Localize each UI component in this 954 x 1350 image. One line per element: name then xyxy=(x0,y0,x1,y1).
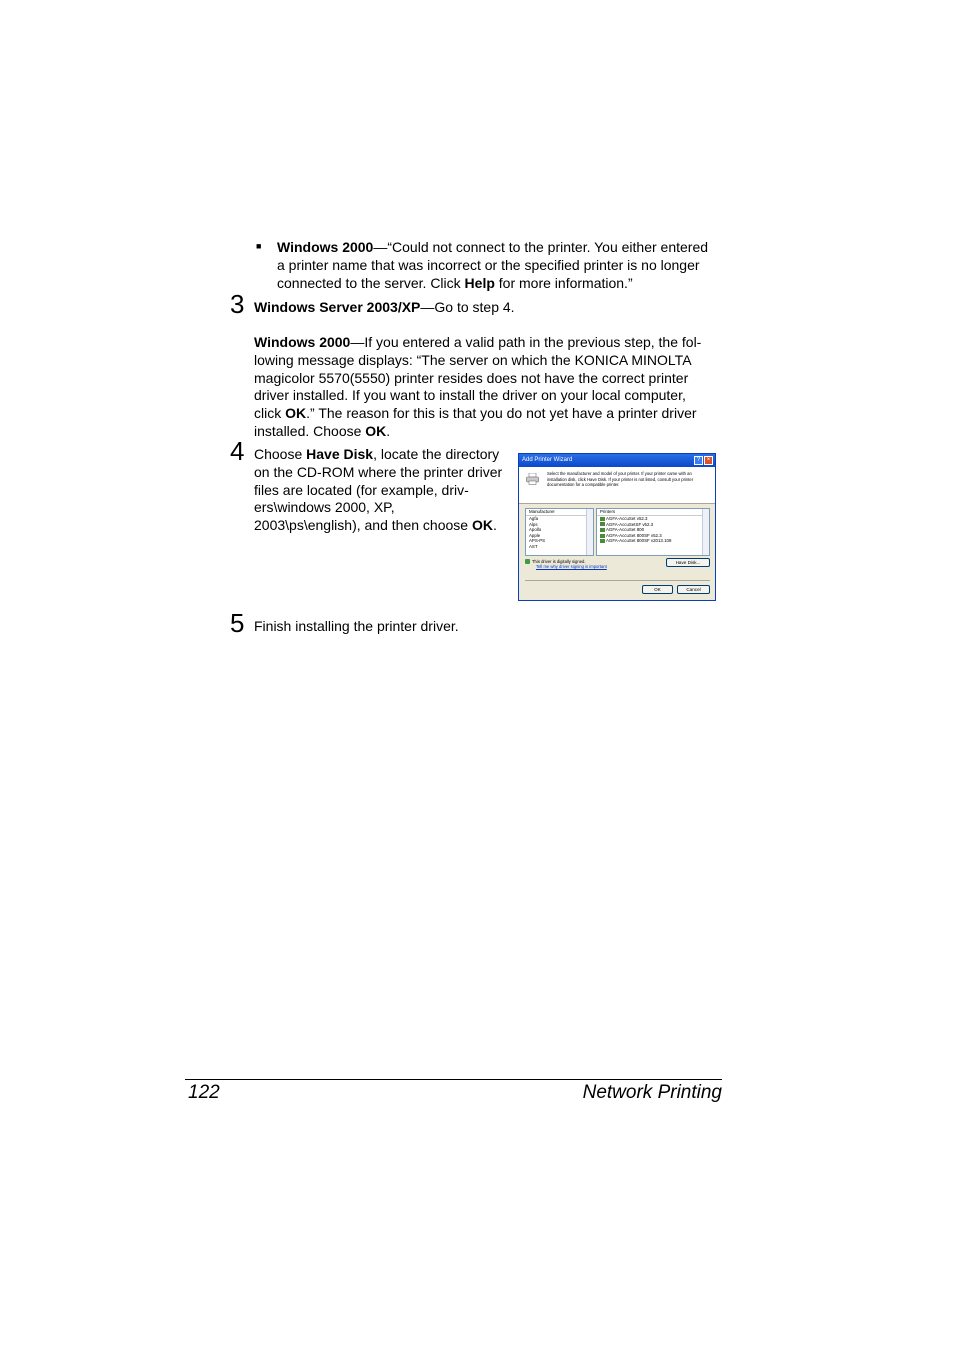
list-item[interactable]: AST xyxy=(529,543,538,549)
dialog-message: Select the manufacturer and model of your printer. If your printer came with an installation disk, click Have Disk. If your printer is not listed, consult your printer documentation for a compatible printer. xyxy=(547,471,694,488)
printers-header: Printers xyxy=(597,509,709,516)
help-icon[interactable]: ? xyxy=(694,456,703,465)
divider xyxy=(525,580,710,581)
dialog-title-bar xyxy=(519,454,715,467)
cancel-button[interactable]: Cancel xyxy=(677,585,710,594)
section-title: Network Printing xyxy=(582,1082,722,1103)
list-item[interactable]: Agfa xyxy=(529,516,539,521)
dialog-header xyxy=(519,467,715,504)
step-4-number: 4 xyxy=(230,436,245,466)
printer-icon xyxy=(600,528,605,532)
signed-check-icon xyxy=(525,559,530,564)
step-3-number: 3 xyxy=(230,289,245,319)
list-item[interactable]: AGFA-AccuSet v52.3 xyxy=(597,516,709,522)
step-5-number: 5 xyxy=(230,608,245,638)
printer-icon xyxy=(600,517,605,521)
ok-button[interactable]: OK xyxy=(642,585,673,594)
step-4-paragraph: Choose Have Disk, locate the directory on the CD-ROM where the printer driver files are located (for example, driv- ers\windows 2000, XP, 2003\ps\english), and then choose OK. xyxy=(254,446,503,534)
page-number: 122 xyxy=(188,1082,220,1103)
list-item[interactable]: AGFA-AccuSetSF v52.3 xyxy=(597,522,709,528)
manufacturer-list[interactable] xyxy=(525,508,594,556)
step-5-text: Finish installing the printer driver. xyxy=(254,618,459,634)
list-item[interactable]: APS-PS xyxy=(529,538,546,544)
driver-signed-notice: This driver is digitally signed. Tell me why driver signing is important xyxy=(525,559,607,570)
list-item[interactable]: Alps xyxy=(529,521,538,527)
printer-icon xyxy=(600,534,605,538)
bullet-paragraph: Windows 2000—“Could not connect to the printer. You either entered a printer name that was incorrect or the specified printer is no longer connected to the server. Click Help for more information.” xyxy=(277,239,709,291)
list-item[interactable]: Apple xyxy=(529,532,541,538)
list-item[interactable]: AGFA-AccuSet 800 xyxy=(597,527,709,533)
step-3-heading: Windows Server 2003/XP—Go to step 4. xyxy=(254,299,515,315)
printer-icon xyxy=(600,539,605,543)
list-item[interactable]: Apollo xyxy=(529,527,542,533)
bullet-marker: ■ xyxy=(256,241,262,251)
manufacturer-header: Manufacturer xyxy=(526,509,593,516)
step-3-paragraph: Windows 2000—If you entered a valid path in the previous step, the fol- lowing message displays: “The server on which the KONICA MINOLTA magicolor 5570(5550) printer resides does not have the correct printer driver installed. If you want to install the driver on your local computer, click OK.” The reason for this is that you do not yet have a printer driver installed. Choose OK. xyxy=(254,334,702,439)
footer-rule xyxy=(185,1079,722,1080)
driver-signing-link[interactable]: Tell me why driver signing is important xyxy=(536,564,607,570)
printer-icon xyxy=(600,522,605,526)
scrollbar[interactable] xyxy=(702,509,709,555)
printer-list[interactable] xyxy=(596,508,710,556)
list-item[interactable]: AGFA-AccuSet 800SF v52.3 xyxy=(597,533,709,539)
printer-icon xyxy=(526,473,539,485)
scrollbar[interactable] xyxy=(586,509,593,555)
have-disk-button[interactable]: Have Disk... xyxy=(666,558,710,567)
list-item[interactable]: AGFA-AccuSet 800SF v2013.108 xyxy=(597,538,709,544)
close-icon[interactable]: × xyxy=(704,456,713,465)
bullet-label: Windows 2000 xyxy=(277,239,374,255)
add-printer-wizard-dialog xyxy=(518,453,716,601)
dialog-title: Add Printer Wizard xyxy=(522,457,573,463)
